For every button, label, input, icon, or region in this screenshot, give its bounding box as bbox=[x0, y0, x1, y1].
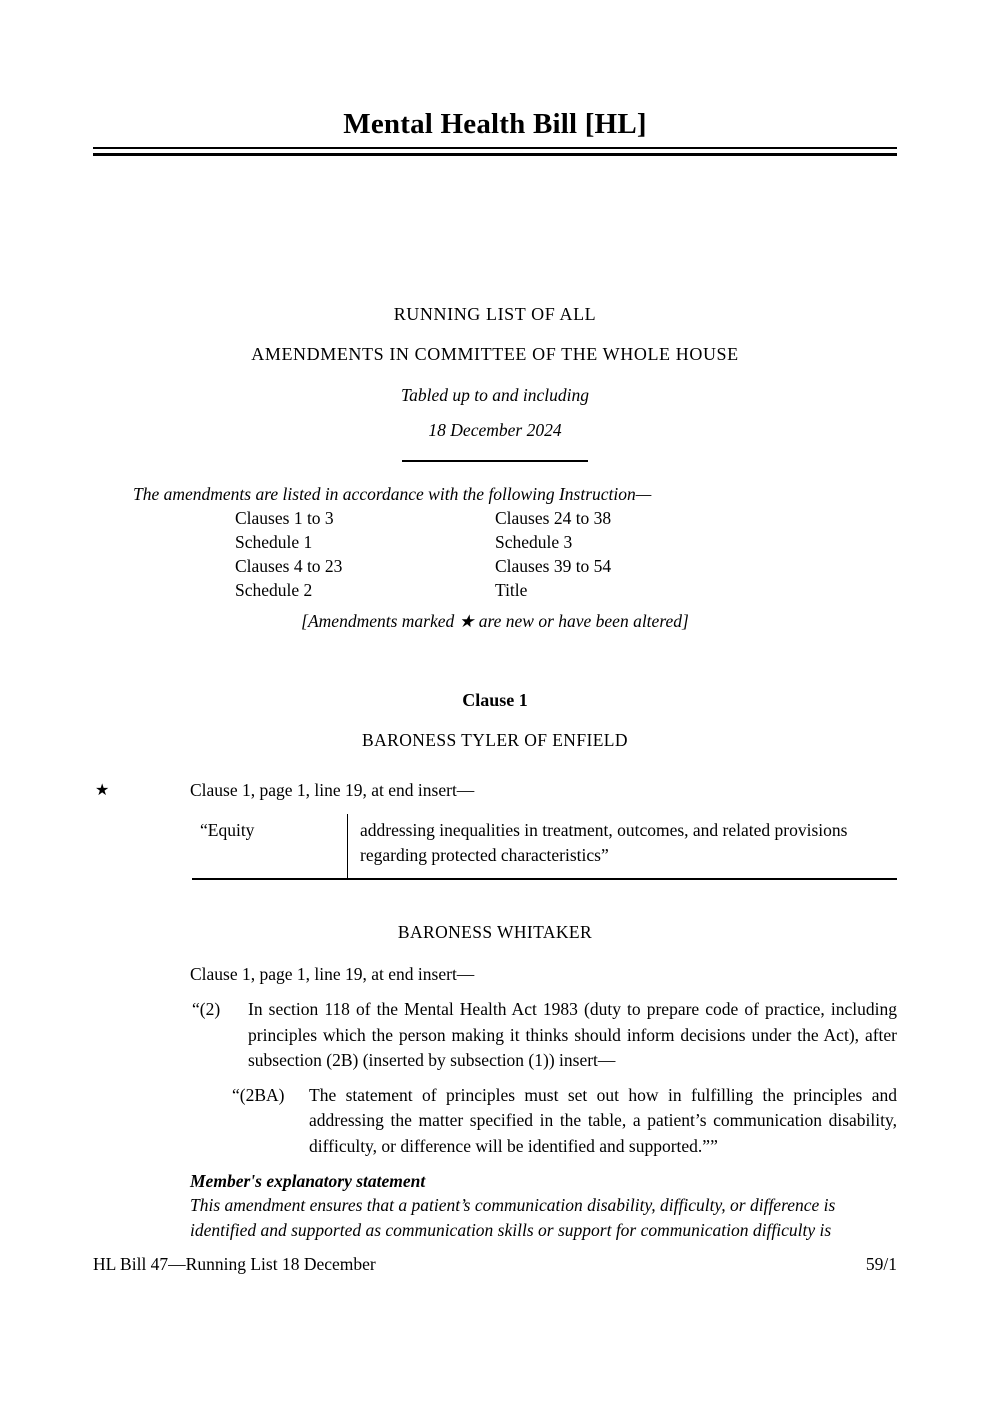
instruction-row-3 bbox=[93, 554, 897, 578]
sponsor-name-whitaker: BARONESS WHITAKER bbox=[397, 922, 593, 942]
explanatory-statement-text: This amendment ensures that a patient’s communication disability, difficulty, or difference is identified and supported as communication skills or support for communication difficulty is bbox=[190, 1195, 836, 1240]
tabled-note: Tabled up to and including bbox=[401, 385, 589, 405]
instruction-right-1: Clauses 24 to 38 bbox=[495, 508, 612, 528]
provision-2ba bbox=[232, 1083, 897, 1160]
instruction-left-3: Clauses 4 to 23 bbox=[235, 556, 343, 576]
instruction-left-1: Clauses 1 to 3 bbox=[235, 508, 334, 528]
new-amendment-star-icon: ★ bbox=[95, 782, 110, 799]
instruction-left-2: Schedule 1 bbox=[235, 532, 313, 552]
instruction-right-4: Title bbox=[495, 580, 528, 600]
provision-2-text: In section 118 of the Mental Health Act 1983 (duty to prepare code of practice, including principles which the person making it thinks should inform decisions under the Act), after subsection (2B) (inserted by subsection (1)) insert— bbox=[248, 999, 897, 1070]
instruction-right-2: Schedule 3 bbox=[495, 532, 573, 552]
sponsor-name-tyler: BARONESS TYLER OF ENFIELD bbox=[362, 730, 628, 750]
amendment-1-instruction-line bbox=[93, 778, 897, 802]
footer-bill-reference: HL Bill 47—Running List 18 December bbox=[93, 1254, 376, 1274]
instruction-row-4 bbox=[93, 578, 897, 602]
page-footer bbox=[93, 1252, 897, 1276]
provision-2 bbox=[192, 997, 897, 1074]
separator-rule bbox=[402, 460, 588, 462]
provision-2ba-text: The statement of principles must set out how in fulfilling the principles and addressing the matter specified in the table, a patient’s communication disability, difficulty, or difference will be identified and supported.”” bbox=[309, 1084, 897, 1156]
explanatory-statement-heading: Member's explanatory statement bbox=[190, 1171, 426, 1191]
amendment-1-instruction-text: Clause 1, page 1, line 19, at end insert— bbox=[190, 780, 475, 800]
footer-page-number: 59/1 bbox=[865, 1254, 897, 1274]
committee-heading: AMENDMENTS IN COMMITTEE OF THE WHOLE HOUSE bbox=[251, 344, 739, 364]
provision-2ba-marker: “(2BA) bbox=[232, 1084, 285, 1105]
bill-title: Mental Health Bill [HL] bbox=[343, 108, 647, 140]
instruction-row-1 bbox=[93, 506, 897, 530]
instruction-right-3: Clauses 39 to 54 bbox=[495, 556, 612, 576]
tabled-date: 18 December 2024 bbox=[428, 420, 562, 440]
amendments-marked-note: [Amendments marked ★ are new or have been altered] bbox=[301, 611, 689, 631]
instruction-intro: The amendments are listed in accordance with the following Instruction— bbox=[133, 484, 652, 504]
amendment-2-instruction-line bbox=[93, 962, 897, 986]
provision-2-marker: “(2) bbox=[192, 999, 221, 1019]
inserted-table bbox=[192, 814, 897, 880]
title-double-rule bbox=[93, 147, 897, 156]
table-term-cell: “Equity bbox=[192, 814, 348, 878]
title-rule-bottom bbox=[93, 153, 897, 156]
running-list-heading: RUNNING LIST OF ALL bbox=[393, 304, 597, 324]
instruction-row-2 bbox=[93, 530, 897, 554]
clause-1-heading: Clause 1 bbox=[462, 690, 528, 710]
instruction-left-4: Schedule 2 bbox=[235, 580, 313, 600]
table-definition-cell: addressing inequalities in treatment, outcomes, and related provisions regarding protected characteristics” bbox=[360, 820, 848, 865]
amendment-2-instruction-text: Clause 1, page 1, line 19, at end insert— bbox=[190, 964, 475, 984]
